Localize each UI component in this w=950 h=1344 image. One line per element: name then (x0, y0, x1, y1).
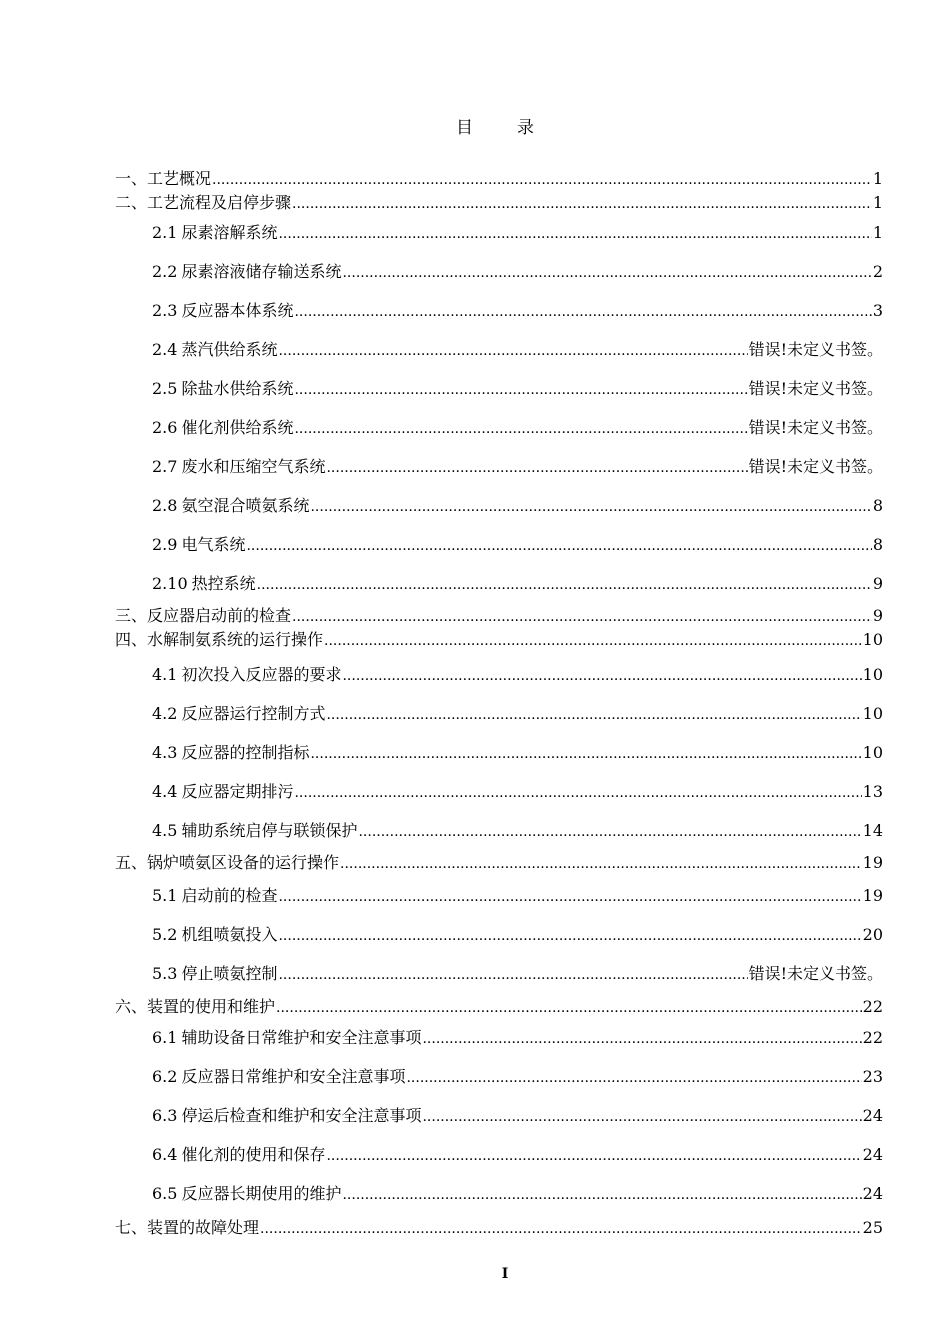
toc-entry[interactable] (152, 923, 883, 947)
toc-dot-leader (326, 702, 861, 726)
toc-dot-leader (276, 995, 862, 1019)
toc-entry-title: 反应器启动前的检查 (147, 606, 292, 625)
toc-entry-number: 4.3 (152, 743, 178, 762)
toc-entry-page: 10 (862, 630, 883, 649)
toc-dot-leader (324, 628, 862, 652)
toc-dot-leader (406, 1065, 861, 1089)
toc-dot-leader (310, 494, 871, 518)
toc-entry[interactable] (152, 663, 883, 687)
toc-dot-leader (260, 1216, 862, 1240)
toc-entry-title: 反应器长期使用的维护 (181, 1184, 342, 1203)
toc-entry-page: 19 (862, 853, 883, 872)
toc-entry-page: 10 (862, 665, 883, 684)
toc-entry-number: 二、 (115, 193, 148, 212)
toc-entry-page: 23 (862, 1067, 883, 1086)
toc-entry-title: 催化剂的使用和保存 (181, 1145, 326, 1164)
toc-entry-title: 热控系统 (191, 574, 256, 593)
toc-entry[interactable] (115, 604, 883, 628)
toc-dot-leader (340, 851, 862, 875)
toc-entry-title: 电气系统 (181, 535, 246, 554)
toc-entry-number: 2.7 (152, 457, 178, 476)
toc-dot-leader (326, 1143, 861, 1167)
toc-entry-title: 反应器定期排污 (181, 782, 294, 801)
toc-dot-leader (310, 741, 861, 765)
toc-entry-title: 反应器日常维护和安全注意事项 (181, 1067, 406, 1086)
toc-entry-number: 6.5 (152, 1184, 178, 1203)
toc-entry-title: 装置的使用和维护 (147, 997, 276, 1016)
toc-entry-page: 13 (862, 782, 883, 801)
toc-entry-title: 催化剂供给系统 (181, 418, 294, 437)
toc-dot-leader (294, 416, 747, 440)
toc-entry-title: 蒸汽供给系统 (181, 340, 278, 359)
toc-entry-title: 工艺概况 (147, 169, 212, 188)
toc-dot-leader (292, 191, 872, 215)
toc-entry-number: 七、 (115, 1218, 148, 1237)
toc-entry[interactable] (152, 299, 883, 323)
toc-entry-title: 反应器本体系统 (181, 301, 294, 320)
toc-entry-title: 氨空混合喷氨系统 (181, 496, 310, 515)
toc-entry-title: 机组喷氨投入 (181, 925, 278, 944)
toc-dot-leader (342, 1182, 861, 1206)
toc-entry[interactable] (152, 819, 883, 843)
toc-entry-title: 反应器的控制指标 (181, 743, 310, 762)
toc-entry-number: 2.2 (152, 262, 178, 281)
toc-entry-title: 启动前的检查 (181, 886, 278, 905)
toc-entry-title: 废水和压缩空气系统 (181, 457, 326, 476)
toc-entry-number: 6.1 (152, 1028, 178, 1047)
toc-dot-leader (422, 1104, 861, 1128)
toc-entry-page: 24 (862, 1184, 883, 1203)
toc-entry[interactable] (115, 167, 883, 191)
toc-entry-page: 错误!未定义书签。 (748, 379, 883, 398)
toc-entry-number: 2.4 (152, 340, 178, 359)
toc-entry-title: 除盐水供给系统 (181, 379, 294, 398)
toc-entry-page: 8 (872, 496, 883, 515)
toc-entry[interactable] (152, 455, 883, 479)
toc-entry-title: 水解制氨系统的运行操作 (147, 630, 324, 649)
toc-entry-number: 2.1 (152, 223, 178, 242)
toc-entry[interactable] (152, 1065, 883, 1089)
toc-entry-title: 初次投入反应器的要求 (181, 665, 342, 684)
toc-dot-leader (278, 221, 871, 245)
toc-entry-title: 停运后检查和维护和安全注意事项 (181, 1106, 422, 1125)
toc-entry[interactable] (115, 995, 883, 1019)
toc-dot-leader (342, 663, 861, 687)
toc-entry-number: 4.5 (152, 821, 178, 840)
toc-entry-page: 25 (862, 1218, 883, 1237)
toc-dot-leader (278, 962, 747, 986)
toc-entry[interactable] (152, 702, 883, 726)
toc-entry-title: 辅助系统启停与联锁保护 (181, 821, 358, 840)
toc-entry[interactable] (152, 780, 883, 804)
toc-entry-page: 错误!未定义书签。 (748, 457, 883, 476)
toc-entry-number: 6.4 (152, 1145, 178, 1164)
toc-entry[interactable] (152, 1104, 883, 1128)
page-number-footer: I (501, 1266, 509, 1282)
toc-entry[interactable] (115, 851, 883, 875)
toc-entry[interactable] (152, 533, 883, 557)
toc-entry[interactable] (152, 338, 883, 362)
toc-entry-number: 5.1 (152, 886, 178, 905)
toc-dot-leader (358, 819, 861, 843)
toc-entry[interactable] (152, 377, 883, 401)
toc-entry[interactable] (152, 494, 883, 518)
toc-entry-page: 9 (872, 606, 883, 625)
toc-entry-number: 三、 (115, 606, 148, 625)
toc-dot-leader (326, 455, 747, 479)
toc-entry[interactable] (152, 962, 883, 986)
toc-entry-number: 5.2 (152, 925, 178, 944)
toc-entry-number: 5.3 (152, 964, 178, 983)
toc-dot-leader (294, 299, 871, 323)
toc-entry-page: 1 (872, 169, 883, 188)
toc-entry-number: 6.3 (152, 1106, 178, 1125)
toc-dot-leader (278, 338, 747, 362)
toc-entry-page: 错误!未定义书签。 (748, 340, 883, 359)
toc-entry-page: 10 (862, 704, 883, 723)
toc-entry-number: 一、 (115, 169, 148, 188)
toc-entry-title: 尿素溶液储存输送系统 (181, 262, 342, 281)
toc-entry-page: 19 (862, 886, 883, 905)
toc-entry-page: 24 (862, 1145, 883, 1164)
toc-entry-number: 2.6 (152, 418, 178, 437)
toc-entry-number: 4.1 (152, 665, 178, 684)
toc-entry[interactable] (152, 1182, 883, 1206)
toc-dot-leader (246, 533, 871, 557)
toc-title-left: 目 (456, 118, 473, 138)
toc-dot-leader (292, 604, 872, 628)
toc-entry-number: 4.4 (152, 782, 178, 801)
toc-entry-page: 14 (862, 821, 883, 840)
toc-entry[interactable] (152, 741, 883, 765)
toc-entry-page: 1 (872, 193, 883, 212)
toc-entry[interactable] (152, 572, 883, 596)
toc-entry-page: 错误!未定义书签。 (748, 964, 883, 983)
toc-entry-page: 3 (872, 301, 883, 320)
toc-entry-page: 9 (872, 574, 883, 593)
toc-entry-title: 反应器运行控制方式 (181, 704, 326, 723)
toc-entry[interactable] (152, 221, 883, 245)
toc-entry-page: 1 (872, 223, 883, 242)
toc-entry-number: 2.9 (152, 535, 178, 554)
toc-entry[interactable] (152, 1143, 883, 1167)
toc-entry-title: 工艺流程及启停步骤 (147, 193, 292, 212)
toc-entry-page: 20 (862, 925, 883, 944)
toc-entry-number: 四、 (115, 630, 148, 649)
toc-entry-page: 24 (862, 1106, 883, 1125)
toc-entry-page: 2 (872, 262, 883, 281)
toc-entry-page: 22 (862, 1028, 883, 1047)
toc-entry-number: 2.10 (152, 574, 188, 593)
toc-dot-leader (294, 780, 861, 804)
toc-entry[interactable] (115, 191, 883, 215)
toc-entry[interactable] (115, 1216, 883, 1240)
toc-entry-page: 错误!未定义书签。 (748, 418, 883, 437)
toc-dot-leader (278, 884, 861, 908)
toc-entry-title: 停止喷氨控制 (181, 964, 278, 983)
toc-entry-number: 2.3 (152, 301, 178, 320)
toc-entry-page: 8 (872, 535, 883, 554)
toc-entry-number: 六、 (115, 997, 148, 1016)
toc-entry-title: 装置的故障处理 (147, 1218, 260, 1237)
toc-title-right: 录 (517, 118, 534, 138)
toc-dot-leader (257, 572, 872, 596)
toc-dot-leader (342, 260, 871, 284)
toc-entry[interactable] (152, 416, 883, 440)
toc-entry-page: 22 (862, 997, 883, 1016)
toc-dot-leader (422, 1026, 861, 1050)
toc-entry-number: 4.2 (152, 704, 178, 723)
toc-entry-title: 尿素溶解系统 (181, 223, 278, 242)
toc-dot-leader (212, 167, 872, 191)
toc-entry[interactable] (152, 1026, 883, 1050)
toc-entry[interactable] (115, 628, 883, 652)
toc-entry[interactable] (152, 884, 883, 908)
toc-entry-number: 2.5 (152, 379, 178, 398)
toc-dot-leader (294, 377, 747, 401)
toc-entry[interactable] (152, 260, 883, 284)
toc-entry-number: 2.8 (152, 496, 178, 515)
toc-entry-number: 6.2 (152, 1067, 178, 1086)
toc-entry-title: 辅助设备日常维护和安全注意事项 (181, 1028, 422, 1047)
toc-title (0, 113, 950, 138)
toc-entry-number: 五、 (115, 853, 148, 872)
toc-dot-leader (278, 923, 861, 947)
toc-entry-page: 10 (862, 743, 883, 762)
toc-entry-title: 锅炉喷氨区设备的运行操作 (147, 853, 340, 872)
